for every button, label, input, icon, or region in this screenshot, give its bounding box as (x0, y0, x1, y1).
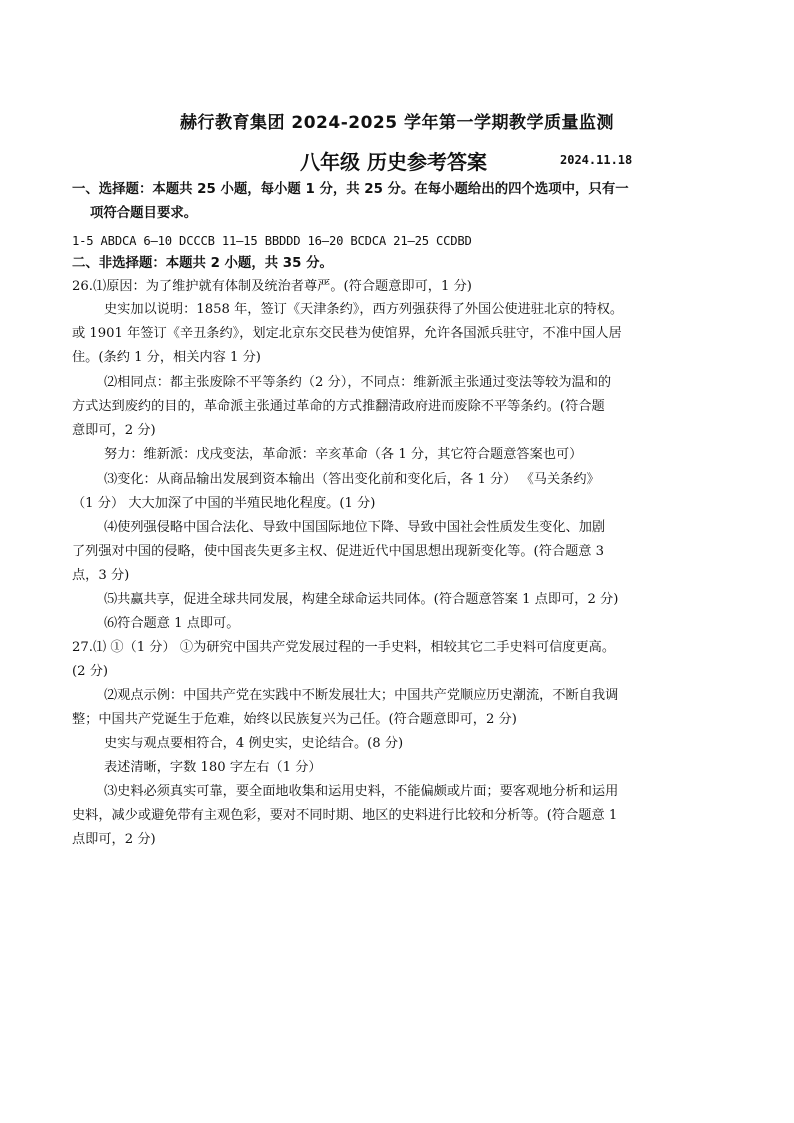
q26-part1: 26.⑴原因：为了维护就有体制及统治者尊严。(符合题意即可，1 分) (72, 279, 472, 294)
section2-heading: 二、非选择题：本题共 2 小题，共 35 分。 (72, 256, 333, 271)
q26-part3-line1: ⑶变化：从商品输出发展到资本输出（答出变化前和变化后，各 1 分） 《马关条约》 (104, 472, 600, 487)
q26-part5: ⑸共赢共享，促进全球共同发展，构建全球命运共同体。(符合题意答案 1 点即可，2 分) (104, 592, 619, 607)
q26-part6: ⑹符合题意 1 点即可。 (104, 616, 240, 631)
q26-part4-line3: 点，3 分) (72, 568, 130, 583)
q26-part2-line1: ⑵相同点：都主张废除不平等条约（2 分），不同点：维新派主张通过变法等较为温和的 (104, 375, 612, 390)
q26-part3-line2: （1 分） 大大加深了中国的半殖民地化程度。(1 分) (72, 496, 376, 511)
q27-part3-line3: 点即可，2 分) (72, 832, 156, 847)
q26-part4-line2: 了列强对中国的侵略，使中国丧失更多主权、促进近代中国思想出现新变化等。(符合题意 3 (72, 544, 605, 559)
document-subtitle: 八年级 历史参考答案 (300, 150, 487, 174)
q27-expression-requirement: 表述清晰，字数 180 字左右（1 分） (104, 760, 322, 775)
document-title: 赫行教育集团 2024-2025 学年第一学期教学质量监测 (179, 113, 615, 133)
q26-evidence-line2: 或 1901 年签订《辛丑条约》，划定北京东交民巷为使馆界，允许各国派兵驻守，不准中国人居 (72, 326, 622, 341)
q26-part2-line2: 方式达到废约的目的，革命派主张通过革命的方式推翻清政府进而废除不平等条约。(符合题 (72, 399, 605, 414)
q27-part1-line2: (2 分) (72, 664, 109, 679)
q27-part3-line2: 史料，减少或避免带有主观色彩，要对不同时期、地区的史料进行比较和分析等。(符合题意 1 (72, 808, 618, 823)
q27-part1-line1: 27.⑴ ①（1 分） ①为研究中国共产党发展过程的一手史料，相较其它二手史料可信度更高。 (72, 640, 616, 655)
q26-evidence-line1: 史实加以说明：1858 年，签订《天津条约》，西方列强获得了外国公使进驻北京的特权。 (104, 302, 624, 317)
q26-evidence-line3: 住。(条约 1 分，相关内容 1 分) (72, 350, 261, 365)
q27-part2-line1: ⑵观点示例：中国共产党在实践中不断发展壮大；中国共产党顺应历史潮流，不断自我调 (104, 688, 619, 703)
q26-part4-line1: ⑷使列强侵略中国合法化、导致中国国际地位下降、导致中国社会性质发生变化、加剧 (104, 520, 606, 535)
multiple-choice-answers: 1-5 ABDCA 6—10 DCCCB 11—15 BBDDD 16—20 BCDCA 21—25 CCDBD (72, 234, 472, 248)
section1-heading: 一、选择题：本题共 25 小题，每小题 1 分，共 25 分。在每小题给出的四个选项中，只有一 (72, 182, 629, 197)
q27-part3-line1: ⑶史料必须真实可靠，要全面地收集和运用史料，不能偏颇或片面；要客观地分析和运用 (104, 784, 619, 799)
document-date: 2024.11.18 (560, 153, 633, 167)
q26-efforts: 努力：维新派：戊戌变法，革命派：辛亥革命（各 1 分，其它符合题意答案也可） (104, 447, 583, 462)
q27-part2-line2: 整；中国共产党诞生于危难，始终以民族复兴为己任。(符合题意即可，2 分) (72, 712, 517, 727)
q27-evidence-requirement: 史实与观点要相符合，4 例史实，史论结合。(8 分) (104, 736, 404, 751)
q26-part2-line3: 意即可，2 分) (72, 423, 156, 438)
section1-heading-cont: 项符合题目要求。 (90, 206, 198, 221)
